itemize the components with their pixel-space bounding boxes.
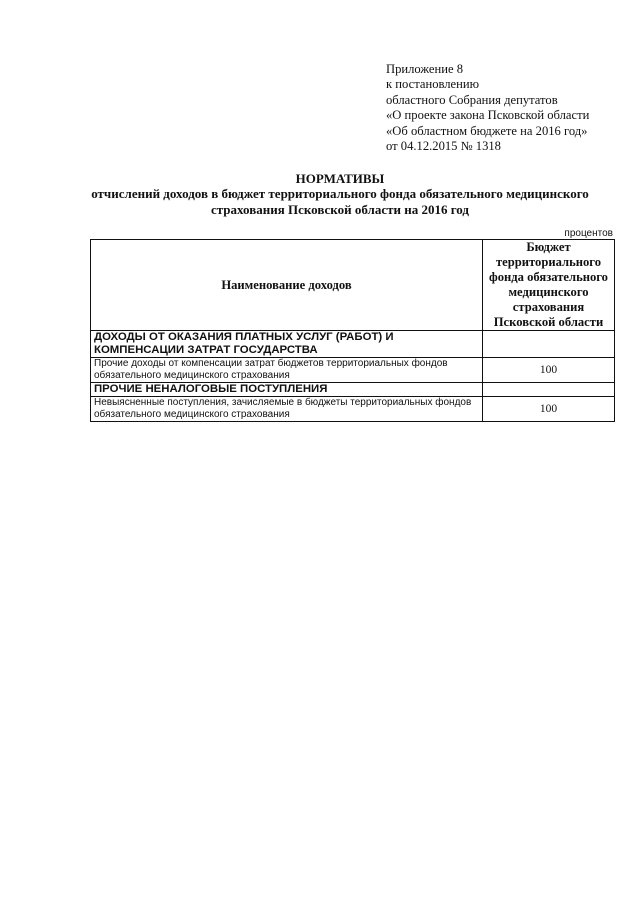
table-row (91, 331, 615, 358)
row-value (483, 331, 615, 358)
units-label: процентов (564, 228, 613, 239)
header-income-name: Наименование доходов (91, 240, 483, 331)
section-name: ДОХОДЫ ОТ ОКАЗАНИЯ ПЛАТНЫХ УСЛУГ (РАБОТ) И КОМПЕНСАЦИИ ЗАТРАТ ГОСУДАРСТВА (91, 331, 483, 358)
item-name: Невыясненные поступления, зачисляемые в бюджеты территориальных фондов обязательного медицинского страхования (91, 397, 483, 422)
item-name: Прочие доходы от компенсации затрат бюджетов территориальных фондов обязательного медицинского страхования (91, 358, 483, 383)
row-value: 100 (483, 358, 615, 383)
table-row (91, 358, 615, 383)
appendix-line: Приложение 8 (386, 62, 464, 76)
document-subtitle (60, 186, 620, 217)
norms-table (90, 239, 615, 422)
appendix-line: к постановлению (386, 77, 480, 92)
row-value: 100 (483, 397, 615, 422)
section-name: ПРОЧИЕ НЕНАЛОГОВЫЕ ПОСТУПЛЕНИЯ (91, 383, 483, 397)
document-title: НОРМАТИВЫ (295, 171, 385, 186)
table-row (91, 397, 615, 422)
header-budget: Бюджет территориального фонда обязательного медицинского страхования Псковской области (483, 240, 615, 331)
appendix-line: «О проекте закона Псковской области (386, 108, 590, 123)
appendix-line: областного Собрания депутатов (386, 92, 558, 107)
appendix-line: «Об областном бюджете на 2016 год» (386, 123, 588, 138)
row-value (483, 383, 615, 397)
subtitle-line: страхования Псковской области на 2016 год (210, 201, 470, 217)
subtitle-line: отчислений доходов в бюджет территориального фонда обязательного медицинского (91, 186, 589, 201)
appendix-block (386, 62, 626, 154)
table-header-row (91, 240, 615, 331)
appendix-line: от 04.12.2015 № 1318 (386, 138, 501, 153)
table-row (91, 383, 615, 397)
